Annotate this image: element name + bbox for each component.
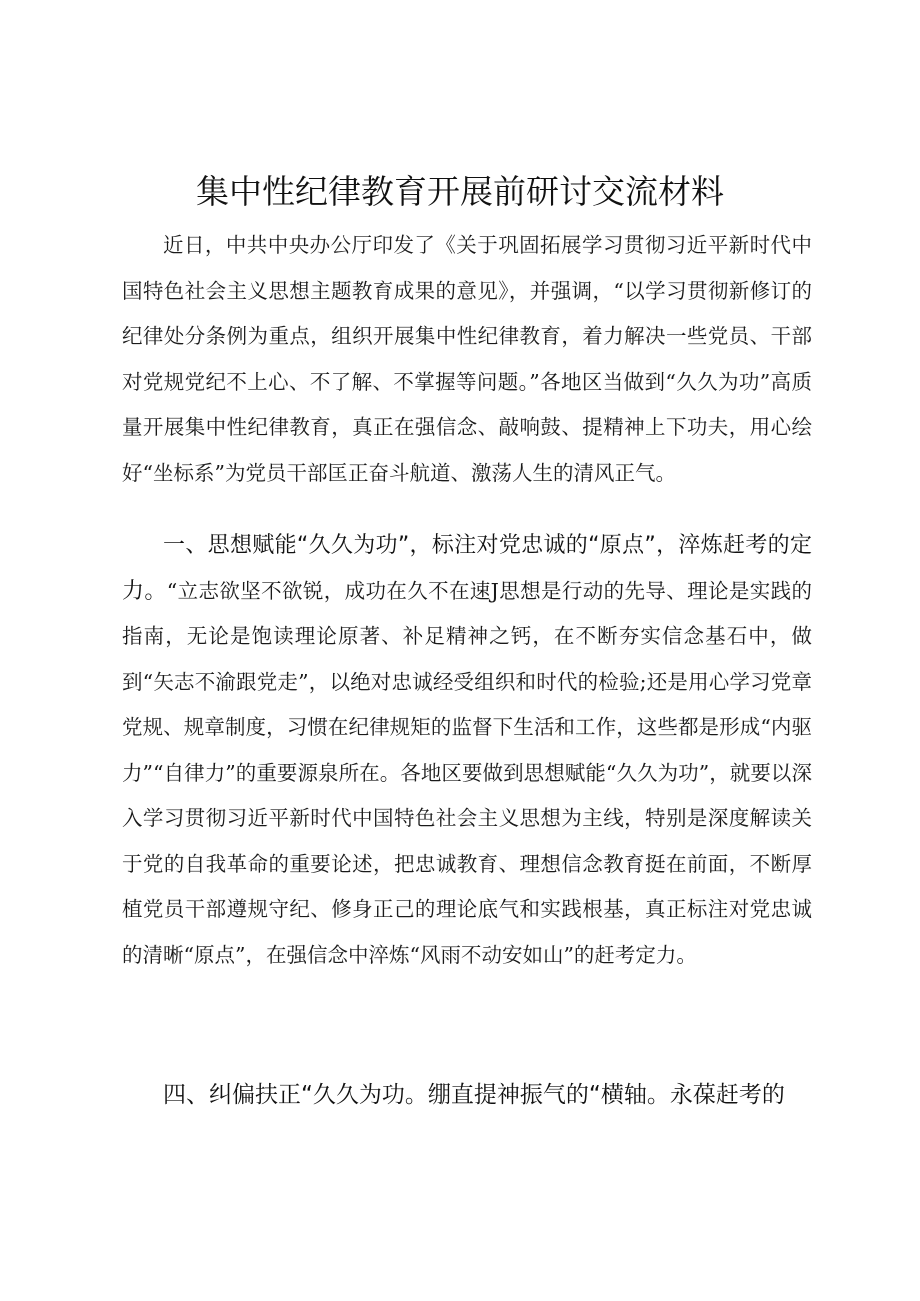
intro-paragraph: [122, 223, 812, 496]
section-4-heading: 四、纠偏扶正“久久为功。绷直提神振气的“横轴。永葆赶考的: [163, 1082, 785, 1108]
section-1-heading: 一、思想赋能“久久为功”，标注对党忠诚的“原点”，淬炼赶考的定力。: [122, 533, 812, 604]
section-4-paragraph: [122, 1073, 812, 1119]
section-1-paragraph: [122, 523, 812, 978]
section-1-body: “立志欲坚不欲锐，成功在久不在速J思想是行动的先导、理论是实践的指南，无论是饱读理论原著、补足精神之钙，在不断夯实信念基石中，做到“矢志不渝跟党走”，以绝对忠诚经受组织和时代的检验;还是用心学习党章党规、规章制度，习惯在纪律规矩的监督下生活和工作，这些都是形成“内驱力”“自律力”的重要源泉所在。各地区要做到思想赋能“久久为功”，就要以深入学习贯彻习近平新时代中国特色社会主义思想为主线，特别是深度解读关于党的自我革命的重要论述，把忠诚教育、理想信念教育挺在前面，不断厚植党员干部遵规守纪、修身正己的理论底气和实践根基，真正标注对党忠诚的清晰“原点”，在强信念中淬炼“风雨不动安如山”的赶考定力。: [122, 578, 812, 967]
intro-text: 近日，中共中央办公厅印发了《关于巩固拓展学习贯彻习近平新时代中国特色社会主义思想主题教育成果的意见》，并强调，“以学习贯彻新修订的纪律处分条例为重点，组织开展集中性纪律教育，着力解决一些党员、干部对党规党纪不上心、不了解、不掌握等问题。”各地区当做到“久久为功”高质量开展集中性纪律教育，真正在强信念、敲响鼓、提精神上下功夫，用心绘好“坐标系”为党员干部匡正奋斗航道、激荡人生的清风正气。: [122, 233, 812, 485]
document-title: 集中性纪律教育开展前研讨交流材料: [196, 172, 724, 211]
